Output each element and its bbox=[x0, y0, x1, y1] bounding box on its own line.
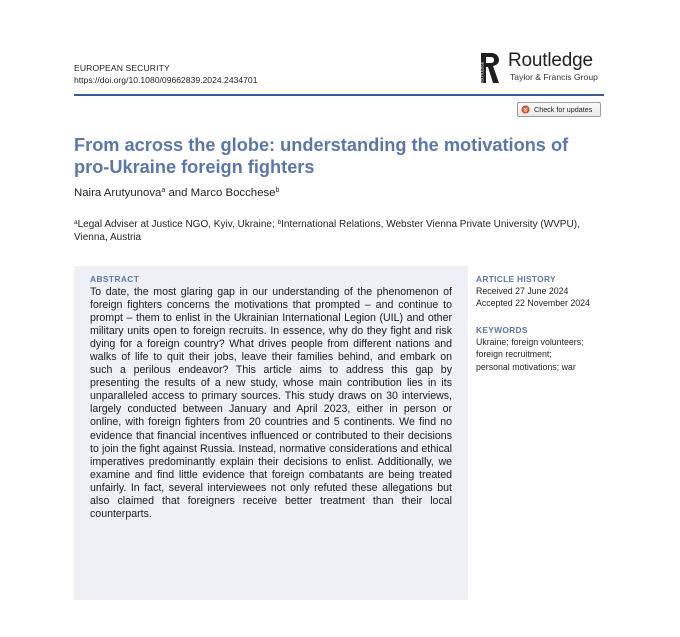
author-name[interactable]: Naira Arutyunova bbox=[74, 187, 162, 199]
publisher-logo bbox=[479, 51, 619, 87]
affil-sup-b: b bbox=[277, 219, 282, 226]
title-line-2: pro-Ukraine foreign fighters bbox=[74, 157, 315, 177]
authors-joiner: and bbox=[168, 187, 188, 199]
affil-b-text: International Relations, Webster Vienna Private University (WVPU), Vienna, Austria bbox=[74, 219, 580, 244]
author-affil-sup: a bbox=[161, 187, 166, 194]
abstract-box bbox=[74, 266, 468, 600]
keywords-line: personal motivations; war bbox=[476, 361, 576, 372]
doi-link[interactable]: https://doi.org/10.1080/09662839.2024.2434701 bbox=[74, 75, 258, 85]
affil-a-text: Legal Adviser at Justice NGO, Kyiv, Ukraine; bbox=[77, 219, 278, 230]
affil-sup-a: a bbox=[74, 219, 78, 226]
author-affil-sup: b bbox=[275, 187, 280, 194]
article-sidebar bbox=[476, 274, 616, 373]
received-date: Received 27 June 2024 bbox=[476, 286, 569, 296]
keywords-line: foreign recruitment; bbox=[476, 349, 552, 360]
publisher-subtitle: Taylor & Francis Group bbox=[510, 72, 598, 82]
abstract-text: To date, the most glaring gap in our understanding of the phenomenon of foreign fighters concerns the motivations that prompted – and continue to prompt – them to enlist in the Ukrainian International Legion (UIL) and other military units open to foreign recruits. In essence, why do they fight and risk dying for a foreign country? What drives people from different nations and walks of life to quit their jobs, leave their families behind, and embark on such a perilous endeavor? This article aims to address this gap by presenting the results of a new study, whose main contribution lies in its unparalleled access to primary sources. This study draws on 30 interviews, largely conducted between January and April 2023, either in person or online, with foreign fighters from 20 countries and 5 continents. We find no evidence that financial incentives influenced or contributed to their decisions to join the fight against Russia. Instead, normative considerations and ethical imperatives predominantly explain their decisions to enlist. Additionally, we examine and find little evidence that foreign combatants are being treated unfairly. In fact, several interviewees not only refuted these allegations but also claimed that foreigners receive better treatment than their local counterparts. bbox=[90, 286, 452, 520]
publisher-brand: Routledge bbox=[508, 50, 593, 71]
journal-header bbox=[74, 62, 258, 86]
logo-vertical-text: ROUTLEDGE bbox=[480, 61, 485, 84]
keywords-line: Ukraine; foreign volunteers; bbox=[476, 336, 584, 347]
check-updates-label: Check for updates bbox=[534, 105, 593, 114]
affiliations bbox=[74, 218, 604, 245]
author-list bbox=[74, 186, 279, 200]
check-for-updates-button[interactable] bbox=[517, 102, 601, 117]
routledge-logo-icon bbox=[479, 51, 501, 85]
check-updates-icon bbox=[521, 105, 530, 114]
accepted-date: Accepted 22 November 2024 bbox=[476, 298, 590, 309]
title-line-1: From across the globe: understanding the motivations of bbox=[74, 135, 569, 155]
keywords-heading: KEYWORDS bbox=[476, 324, 528, 335]
journal-name: EUROPEAN SECURITY bbox=[74, 63, 170, 73]
header-rule bbox=[74, 94, 604, 96]
history-heading: ARTICLE HISTORY bbox=[476, 274, 556, 284]
article-title bbox=[74, 134, 604, 178]
author-name[interactable]: Marco Bocchese bbox=[190, 187, 276, 199]
abstract-heading: ABSTRACT bbox=[90, 274, 140, 284]
